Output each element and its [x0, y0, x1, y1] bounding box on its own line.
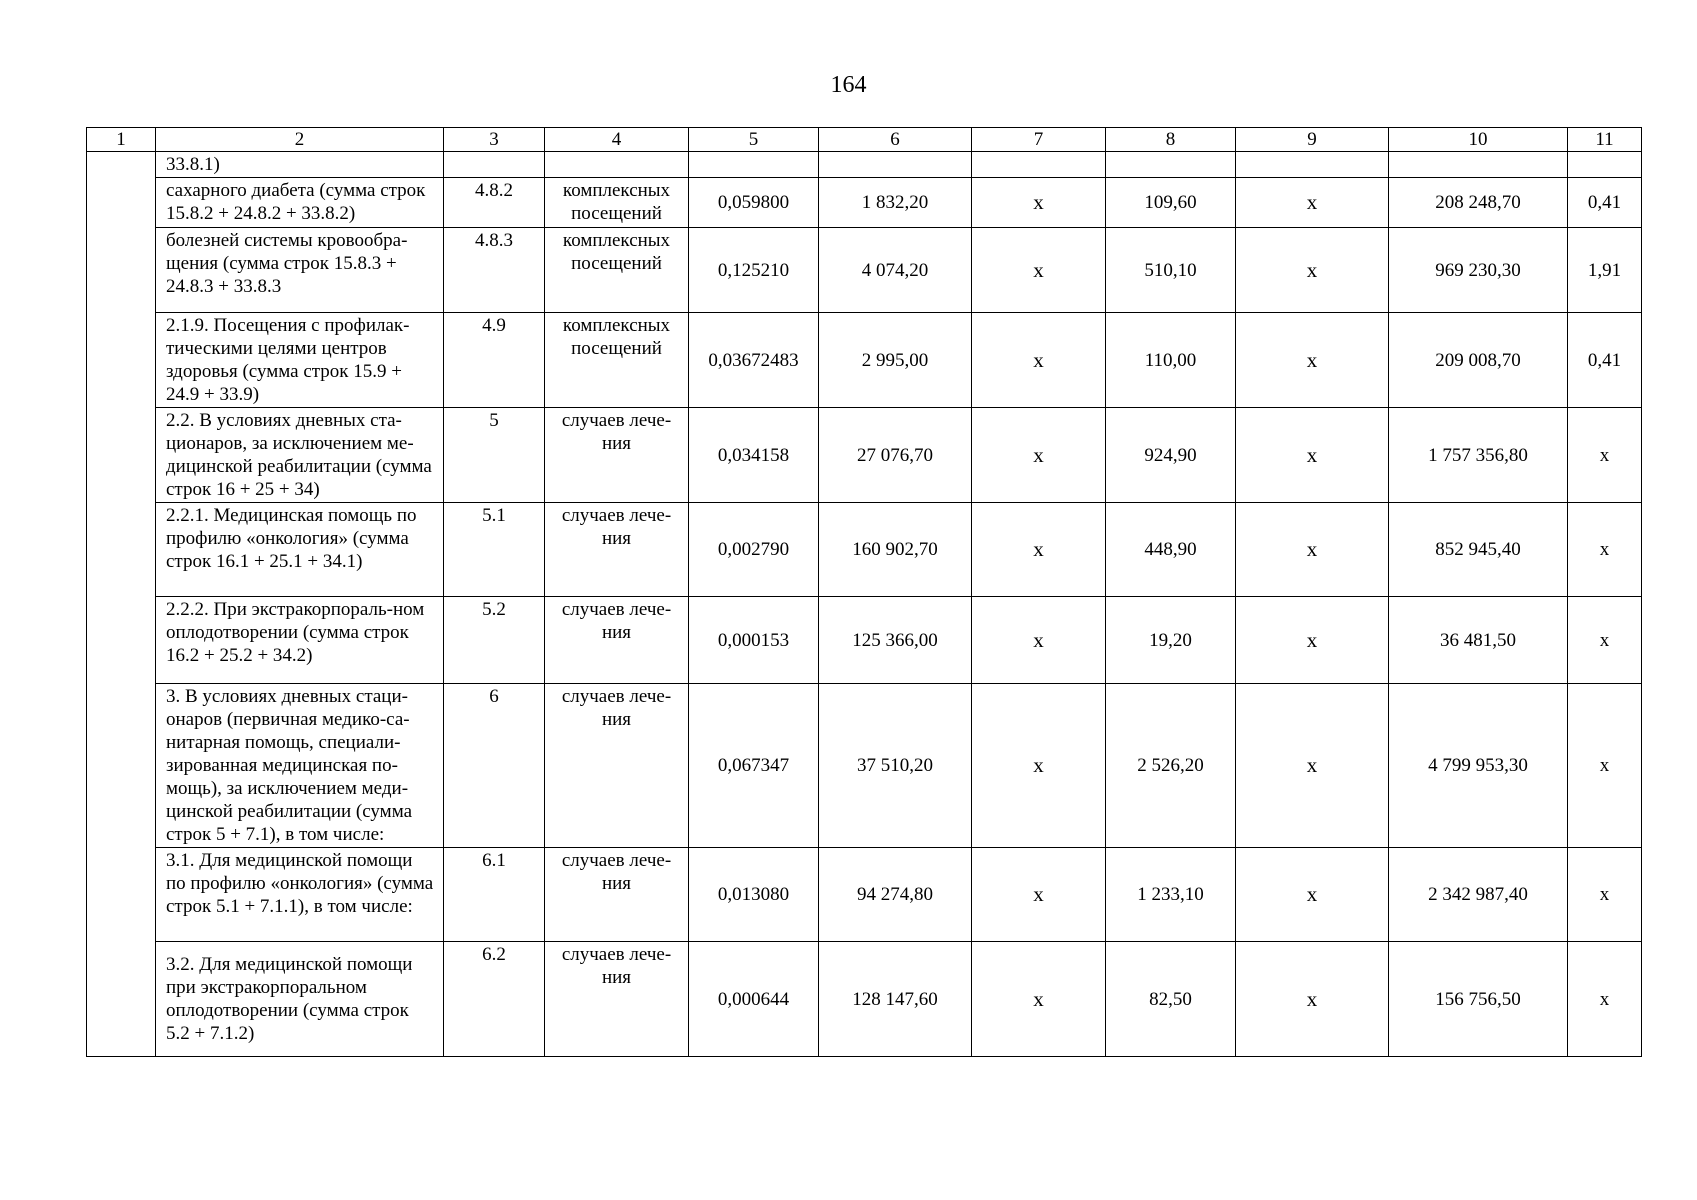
cell-col9: х: [1236, 942, 1389, 1057]
cell-col11: 0,41: [1568, 178, 1642, 228]
cell-col6: 2 995,00: [819, 313, 972, 408]
row-description: 2.2.2. При экстракорпораль-ном оплодотворении (сумма строк 16.2 + 25.2 + 34.2): [156, 597, 444, 684]
header-cell: 10: [1389, 128, 1568, 152]
cell-col8: 448,90: [1106, 503, 1236, 597]
row-code: 5.1: [444, 503, 545, 597]
table-row: [87, 503, 1642, 597]
group-cell: [87, 152, 156, 1057]
table-row: [87, 178, 1642, 228]
cell-col10: 969 230,30: [1389, 228, 1568, 313]
row-description: 3.1. Для медицинской помощи по профилю «онкология» (сумма строк 5.1 + 7.1.1), в том числе:: [156, 848, 444, 942]
cell-col6: 4 074,20: [819, 228, 972, 313]
row-unit: случаев лече-ния: [545, 408, 689, 503]
table-row: [87, 597, 1642, 684]
row-description: 33.8.1): [156, 152, 444, 178]
row-description: 2.2. В условиях дневных ста-ционаров, за исключением ме-дицинской реабилитации (сумма строк 16 + 25 + 34): [156, 408, 444, 503]
cell-col8: 82,50: [1106, 942, 1236, 1057]
cell-col9: х: [1236, 503, 1389, 597]
row-description: 2.2.1. Медицинская помощь по профилю «онкология» (сумма строк 16.1 + 25.1 + 34.1): [156, 503, 444, 597]
row-code: 5: [444, 408, 545, 503]
cell-col5: 0,000153: [689, 597, 819, 684]
row-unit: случаев лече-ния: [545, 684, 689, 848]
cell-col9: х: [1236, 597, 1389, 684]
cell-col5: 0,03672483: [689, 313, 819, 408]
cell-col11: х: [1568, 848, 1642, 942]
cell-col11: 0,41: [1568, 313, 1642, 408]
cell-col5: 0,067347: [689, 684, 819, 848]
cell-col8: 19,20: [1106, 597, 1236, 684]
header-cell: 2: [156, 128, 444, 152]
row-unit: случаев лече-ния: [545, 503, 689, 597]
cell-col10: 1 757 356,80: [1389, 408, 1568, 503]
cell-col7: х: [972, 408, 1106, 503]
cell-col8: [1106, 152, 1236, 178]
row-description: болезней системы кровообра-щения (сумма строк 15.8.3 + 24.8.3 + 33.8.3: [156, 228, 444, 313]
data-table: [86, 127, 1642, 1057]
cell-col7: х: [972, 503, 1106, 597]
cell-col6: [819, 152, 972, 178]
cell-col10: 208 248,70: [1389, 178, 1568, 228]
cell-col7: х: [972, 178, 1106, 228]
cell-col7: х: [972, 684, 1106, 848]
cell-col5: [689, 152, 819, 178]
row-code: 5.2: [444, 597, 545, 684]
cell-col5: 0,034158: [689, 408, 819, 503]
table-row: [87, 848, 1642, 942]
cell-col6: 37 510,20: [819, 684, 972, 848]
cell-col7: [972, 152, 1106, 178]
row-unit: случаев лече-ния: [545, 942, 689, 1057]
cell-col11: х: [1568, 597, 1642, 684]
table-row: [87, 313, 1642, 408]
cell-col9: х: [1236, 684, 1389, 848]
table-row: [87, 228, 1642, 313]
cell-col9: х: [1236, 408, 1389, 503]
cell-col10: 2 342 987,40: [1389, 848, 1568, 942]
row-code: 4.8.2: [444, 178, 545, 228]
cell-col7: х: [972, 228, 1106, 313]
header-cell: 5: [689, 128, 819, 152]
cell-col7: х: [972, 597, 1106, 684]
cell-col5: 0,059800: [689, 178, 819, 228]
header-cell: 11: [1568, 128, 1642, 152]
cell-col10: [1389, 152, 1568, 178]
cell-col10: 4 799 953,30: [1389, 684, 1568, 848]
cell-col11: 1,91: [1568, 228, 1642, 313]
cell-col9: х: [1236, 313, 1389, 408]
cell-col11: х: [1568, 684, 1642, 848]
cell-col7: х: [972, 313, 1106, 408]
header-cell: 8: [1106, 128, 1236, 152]
row-unit: комплексных посещений: [545, 228, 689, 313]
row-unit: случаев лече-ния: [545, 597, 689, 684]
cell-col11: х: [1568, 503, 1642, 597]
cell-col10: 36 481,50: [1389, 597, 1568, 684]
page-number: 164: [830, 72, 867, 98]
cell-col8: 1 233,10: [1106, 848, 1236, 942]
cell-col9: х: [1236, 848, 1389, 942]
row-unit: [545, 152, 689, 178]
cell-col8: 2 526,20: [1106, 684, 1236, 848]
row-code: 4.8.3: [444, 228, 545, 313]
row-description: 3. В условиях дневных стаци-онаров (первичная медико-са-нитарная помощь, специали-зированная медицинская по-мощь), за исключением меди-цинской реабилитации (сумма строк 5 + 7.1), в том числе:: [156, 684, 444, 848]
table-row: [87, 408, 1642, 503]
row-code: 4.9: [444, 313, 545, 408]
cell-col11: х: [1568, 408, 1642, 503]
row-unit: случаев лече-ния: [545, 848, 689, 942]
cell-col6: 125 366,00: [819, 597, 972, 684]
header-cell: 9: [1236, 128, 1389, 152]
row-code: 6.2: [444, 942, 545, 1057]
cell-col7: х: [972, 848, 1106, 942]
cell-col5: 0,002790: [689, 503, 819, 597]
table-row: [87, 152, 1642, 178]
cell-col9: х: [1236, 228, 1389, 313]
cell-col7: х: [972, 942, 1106, 1057]
header-cell: 3: [444, 128, 545, 152]
cell-col11: х: [1568, 942, 1642, 1057]
header-cell: 1: [87, 128, 156, 152]
cell-col9: х: [1236, 178, 1389, 228]
row-description: 2.1.9. Посещения с профилак-тическими целями центров здоровья (сумма строк 15.9 + 24.9 + 33.9): [156, 313, 444, 408]
cell-col5: 0,125210: [689, 228, 819, 313]
cell-col6: 128 147,60: [819, 942, 972, 1057]
header-row: [87, 128, 1642, 152]
table-row: [87, 684, 1642, 848]
row-description: сахарного диабета (сумма строк 15.8.2 + 24.8.2 + 33.8.2): [156, 178, 444, 228]
row-code: 6.1: [444, 848, 545, 942]
cell-col10: 156 756,50: [1389, 942, 1568, 1057]
cell-col8: 510,10: [1106, 228, 1236, 313]
header-cell: 4: [545, 128, 689, 152]
cell-col11: [1568, 152, 1642, 178]
cell-col10: 209 008,70: [1389, 313, 1568, 408]
cell-col6: 160 902,70: [819, 503, 972, 597]
row-code: [444, 152, 545, 178]
row-description: 3.2. Для медицинской помощи при экстракорпоральном оплодотворении (сумма строк 5.2 + 7.1.2): [156, 942, 444, 1057]
cell-col6: 1 832,20: [819, 178, 972, 228]
row-unit: комплексных посещений: [545, 178, 689, 228]
cell-col10: 852 945,40: [1389, 503, 1568, 597]
header-cell: 7: [972, 128, 1106, 152]
cell-col8: 109,60: [1106, 178, 1236, 228]
cell-col9: [1236, 152, 1389, 178]
row-unit: комплексных посещений: [545, 313, 689, 408]
cell-col5: 0,000644: [689, 942, 819, 1057]
header-cell: 6: [819, 128, 972, 152]
cell-col8: 110,00: [1106, 313, 1236, 408]
cell-col6: 27 076,70: [819, 408, 972, 503]
row-code: 6: [444, 684, 545, 848]
cell-col5: 0,013080: [689, 848, 819, 942]
cell-col8: 924,90: [1106, 408, 1236, 503]
table-row: [87, 942, 1642, 1057]
cell-col6: 94 274,80: [819, 848, 972, 942]
